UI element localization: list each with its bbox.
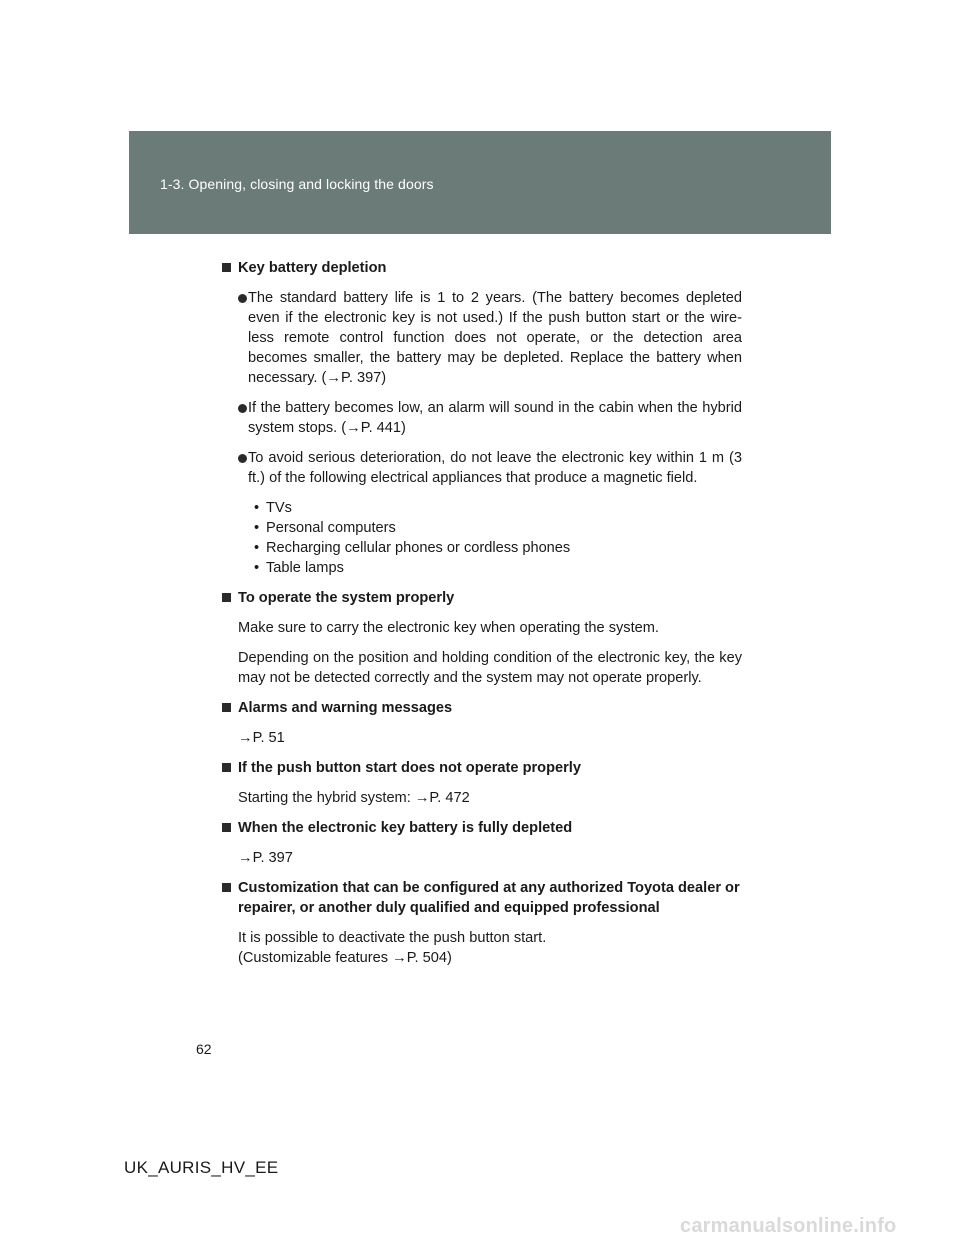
section-key-battery [222,258,742,578]
round-bullet-icon [238,404,247,413]
section-title: To operate the system properly [222,588,742,608]
bullet-item: To avoid serious deterioration, do not leave the electronic key within 1 m (3 ft.) of the following electrical appliances that produce a magnetic field. [222,448,742,488]
page-number: 62 [196,1041,212,1057]
section-title: When the electronic key battery is fully depleted [222,818,742,838]
list-item: • Personal computers [254,520,396,536]
paragraph: Depending on the position and holding condition of the electronic key, the key may not be detected correctly and the system may not operate properly. [238,650,742,686]
bullet-item: If the battery becomes low, an alarm will sound in the cabin when the hybrid system stops. (→P. 441) [222,398,742,438]
bullet-item: The standard battery life is 1 to 2 years. (The battery becomes depleted even if the electronic key is not used.) If the push button start or the wire-less remote control function does not operate, or the detection area becomes smaller, the battery may be depleted. Replace the battery when necessary. (→P. 397) [222,288,742,388]
section-depleted [222,818,742,868]
paragraph: It is possible to deactivate the push button start. [238,930,547,946]
paragraph: (Customizable features →P. 504) [238,950,452,966]
square-bullet-icon [222,263,231,272]
square-bullet-icon [222,883,231,892]
footer-code: UK_AURIS_HV_EE [124,1158,279,1177]
section-title: Key battery depletion [222,258,742,278]
appliance-list [222,498,742,578]
section-push-start [222,758,742,808]
section-title: Alarms and warning messages [222,698,742,718]
section-customization [222,878,742,968]
section-title: If the push button start does not operate properly [222,758,742,778]
round-bullet-icon [238,454,247,463]
section-title: Customization that can be configured at any authorized Toyota dealer or repairer, or another duly qualified and equipped professional [222,878,742,918]
page-content [222,258,742,978]
watermark: carmanualsonline.info [680,1215,897,1237]
list-item: • TVs [254,500,292,516]
page-reference: →P. 397 [238,850,293,866]
round-bullet-icon [238,294,247,303]
section-operate [222,588,742,688]
square-bullet-icon [222,593,231,602]
square-bullet-icon [222,823,231,832]
square-bullet-icon [222,703,231,712]
square-bullet-icon [222,763,231,772]
page-reference: →P. 51 [238,730,285,746]
section-alarms [222,698,742,748]
paragraph: Starting the hybrid system: →P. 472 [238,790,470,806]
chapter-title: 1-3. Opening, closing and locking the doors [160,176,434,192]
list-item: • Table lamps [254,560,344,576]
paragraph: Make sure to carry the electronic key when operating the system. [238,620,659,636]
list-item: • Recharging cellular phones or cordless phones [254,540,571,556]
